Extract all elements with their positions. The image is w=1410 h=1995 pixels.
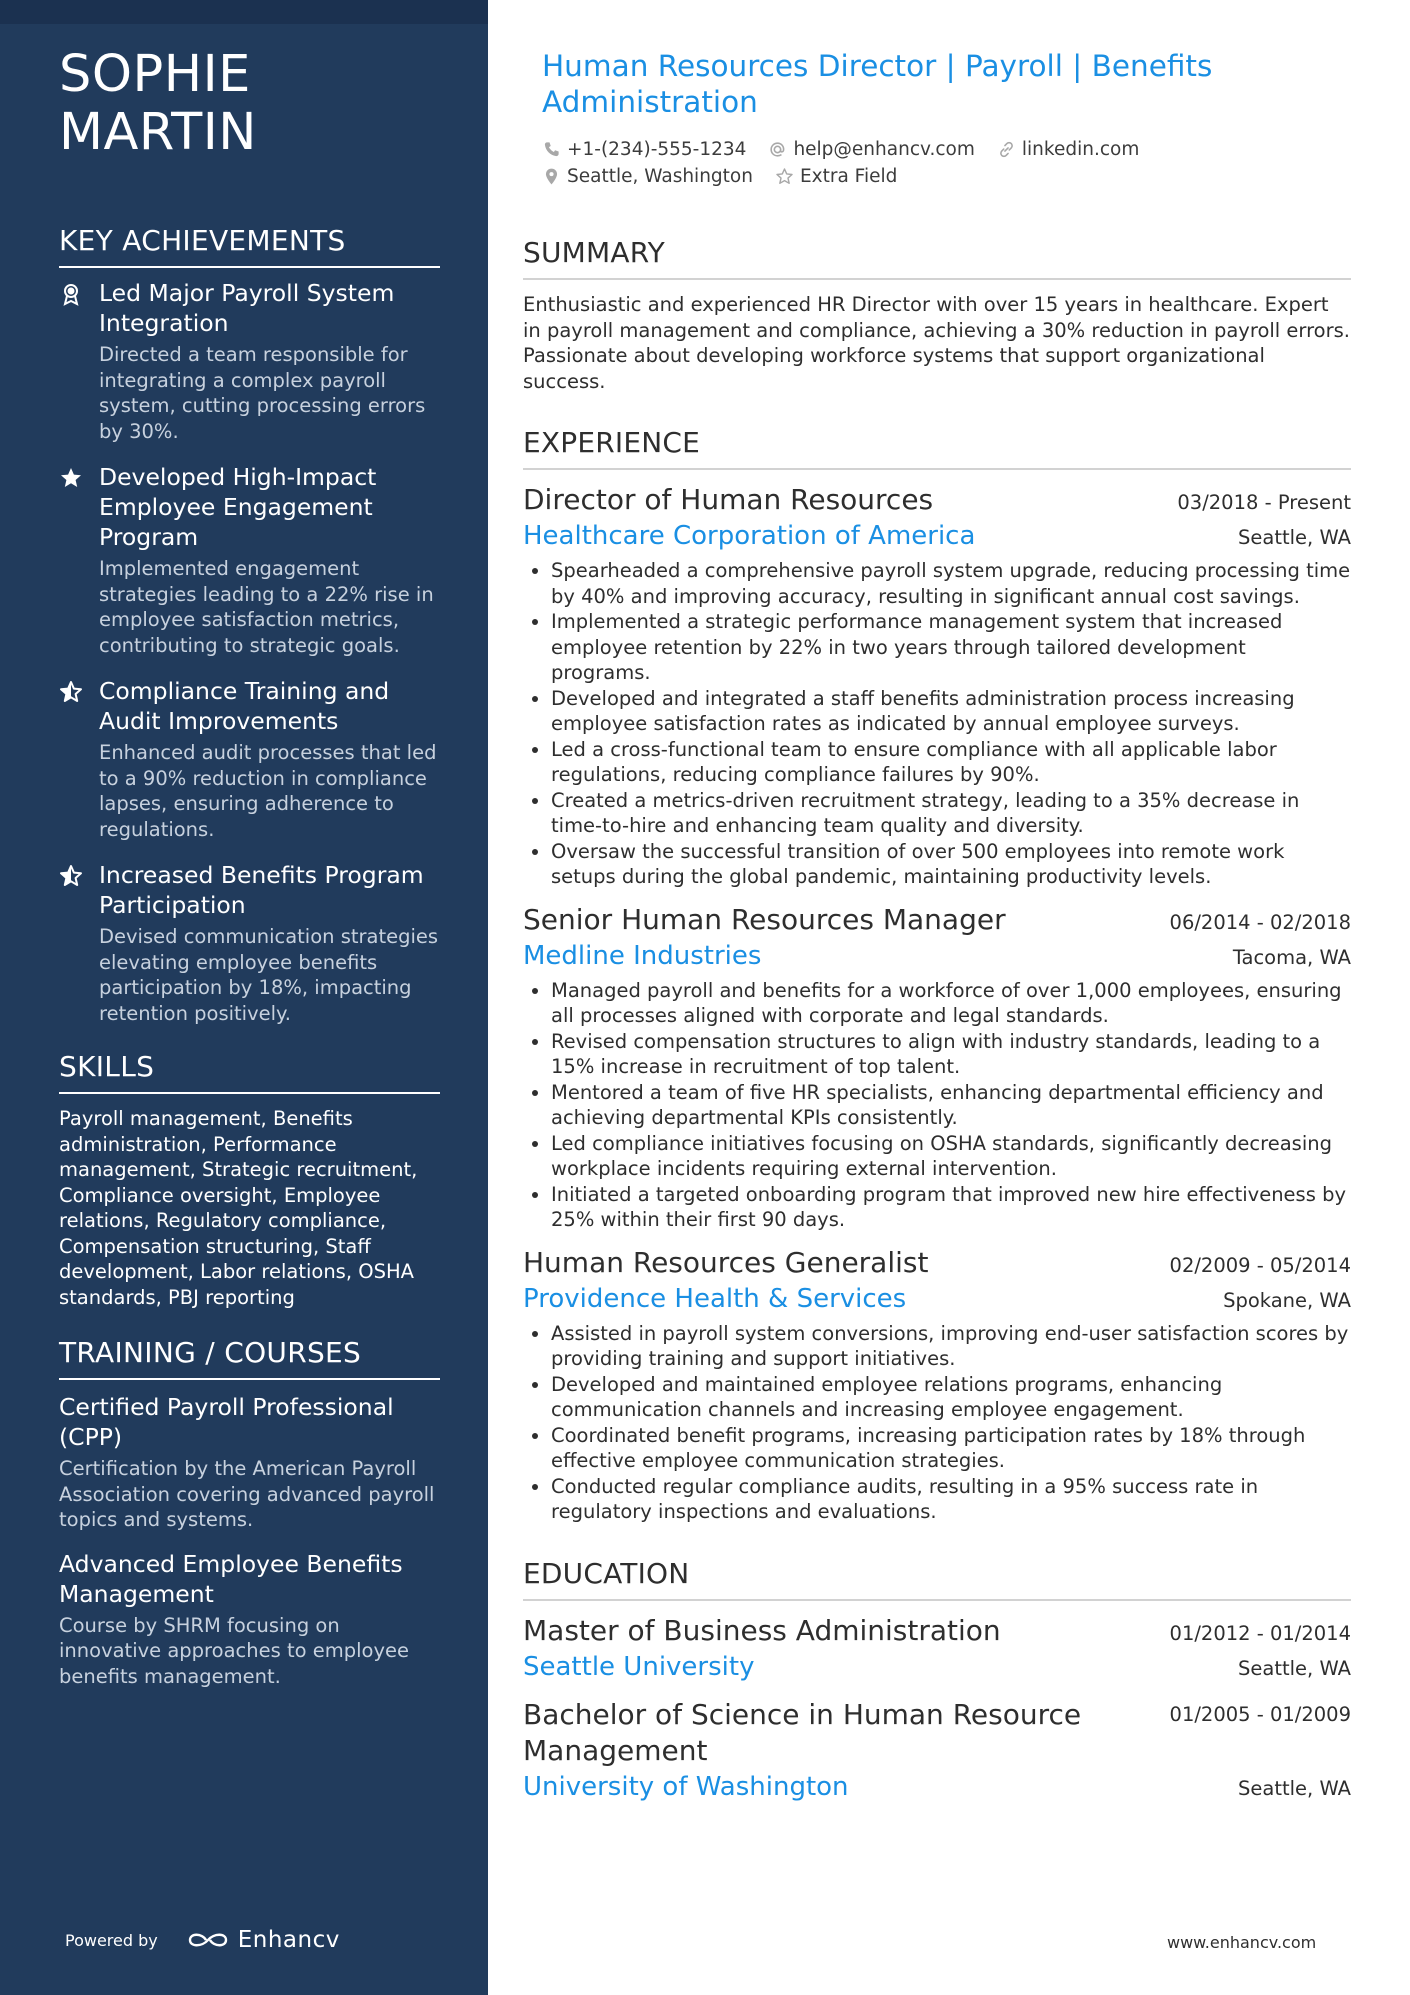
education-dates: 01/2012 - 01/2014 <box>1169 1621 1351 1645</box>
achievement-item <box>59 860 440 1026</box>
job-bullets <box>523 558 1351 890</box>
achievements-section <box>59 224 440 1026</box>
course-desc: Course by SHRM focusing on innovative approaches to employee benefits management. <box>59 1613 409 1688</box>
education-section <box>523 1557 1351 1805</box>
experience-entry <box>523 1245 1351 1525</box>
achievements-heading: KEY ACHIEVEMENTS <box>59 224 440 268</box>
job-location: Spokane, WA <box>1223 1288 1351 1312</box>
experience-section <box>523 426 1351 1525</box>
contact-row <box>542 136 1302 163</box>
sidebar <box>0 0 488 1995</box>
school-location: Seattle, WA <box>1238 1656 1351 1680</box>
job-title: Senior Human Resources Manager <box>523 902 1006 936</box>
skills-text: Payroll management, Benefits administration, Performance management, Strategic recruitment, Compliance oversight, Employee relations, Regulatory compliance, Compensation structuring, Staff development, Labor relations, OSHA standards, PBJ reporting <box>59 1107 418 1309</box>
experience-entry <box>523 902 1351 1233</box>
job-bullet: • Developed and integrated a staff benefits administration process increasing employee satisfaction rates as indicated by annual employee surveys. <box>551 686 1351 737</box>
star-filled-icon <box>59 466 83 490</box>
course-item <box>59 1549 440 1690</box>
achievements-list <box>59 278 440 1026</box>
training-heading: TRAINING / COURSES <box>59 1336 440 1380</box>
job-dates: 02/2009 - 05/2014 <box>1169 1253 1351 1277</box>
job-dates: 06/2014 - 02/2018 <box>1169 910 1351 934</box>
summary-heading: SUMMARY <box>523 236 1351 280</box>
candidate-name <box>59 46 440 162</box>
achievement-desc: Directed a team responsible for integrating a complex payroll system, cutting processing errors by 30%. <box>99 343 426 443</box>
job-bullets <box>523 1321 1351 1525</box>
job-bullet: • Coordinated benefit programs, increasing participation rates by 18% through effective employee communication strategies. <box>551 1423 1351 1474</box>
job-bullet: • Spearheaded a comprehensive payroll system upgrade, reducing processing time by 40% and improving accuracy, resulting in significant annual cost savings. <box>551 558 1351 609</box>
achievement-item <box>59 676 440 842</box>
achievement-desc: Implemented engagement strategies leading to a 22% rise in employee satisfaction metrics, contributing to strategic goals. <box>99 557 434 657</box>
location-text: Seattle, Washington <box>567 166 753 187</box>
education-heading: EDUCATION <box>523 1557 1351 1601</box>
extra-text: Extra Field <box>799 166 898 187</box>
job-bullet: • Led compliance initiatives focusing on OSHA standards, significantly decreasing workplace incidents requiring external intervention. <box>551 1131 1351 1182</box>
job-bullets <box>523 978 1351 1233</box>
degree-title: Master of Business Administration <box>523 1613 1001 1647</box>
course-title: Advanced Employee Benefits Management <box>59 1549 403 1608</box>
education-entry <box>523 1697 1351 1805</box>
summary-section <box>523 236 1351 394</box>
last-name: MARTIN <box>59 103 257 162</box>
job-bullet: • Assisted in payroll system conversions, improving end-user satisfaction scores by providing training and support initiatives. <box>551 1321 1351 1372</box>
achievement-title: Developed High-Impact Employee Engagement Program <box>99 463 377 551</box>
experience-entry <box>523 482 1351 890</box>
job-location: Seattle, WA <box>1238 526 1351 549</box>
education-entry <box>523 1613 1351 1685</box>
phone-text: +1-(234)-555-1234 <box>567 139 747 160</box>
job-title: Human Resources Generalist <box>523 1245 929 1279</box>
job-dates: 03/2018 - Present <box>1177 491 1351 514</box>
contact-location <box>542 163 753 190</box>
job-bullet: • Implemented a strategic performance management system that increased employee retention by 22% in two years through tailored development programs. <box>551 609 1351 686</box>
company-name: Providence Health & Services <box>523 1283 907 1314</box>
contact-row <box>542 163 1302 190</box>
job-bullet: • Revised compensation structures to align with industry standards, leading to a 15% increase in recruitment of top talent. <box>551 1029 1351 1080</box>
course-desc: Certification by the American Payroll Association covering advanced payroll topics and systems. <box>59 1457 435 1531</box>
course-item <box>59 1392 440 1533</box>
achievement-title: Led Major Payroll System Integration <box>99 279 395 337</box>
degree-title: Bachelor of Science in Human Resource Management <box>523 1697 1082 1767</box>
job-bullet: • Initiated a targeted onboarding program that improved new hire effectiveness by 25% within their first 90 days. <box>551 1182 1351 1233</box>
enhancv-logo[interactable] <box>186 1927 340 1953</box>
job-bullet: • Led a cross-functional team to ensure compliance with all applicable labor regulations, reducing compliance failures by 90%. <box>551 737 1351 788</box>
company-name: Medline Industries <box>523 940 762 971</box>
sidebar-content <box>59 46 440 1689</box>
school-location: Seattle, WA <box>1238 1776 1351 1800</box>
achievement-desc: Devised communication strategies elevating employee benefits participation by 18%, impacting retention positively. <box>99 925 439 1025</box>
job-bullet: • Managed payroll and benefits for a workforce of over 1,000 employees, ensuring all processes aligned with corporate and legal standards. <box>551 978 1351 1029</box>
job-title: Director of Human Resources <box>523 483 934 516</box>
star-half-icon <box>59 680 83 704</box>
training-section <box>59 1336 440 1689</box>
contact-email[interactable] <box>768 136 974 163</box>
skills-heading: SKILLS <box>59 1050 440 1094</box>
course-title: Certified Payroll Professional (CPP) <box>59 1393 394 1451</box>
summary-text: Enthusiastic and experienced HR Director with over 15 years in healthcare. Expert in payroll management and compliance, achieving a 30% reduction in payroll errors. Passionate about developing workforce systems that support organizational success. <box>523 293 1350 393</box>
at-icon <box>768 140 787 159</box>
first-name: SOPHIE <box>59 45 251 104</box>
powered-by-label: Powered by <box>65 1930 158 1950</box>
enhancv-logo-icon <box>186 1929 230 1951</box>
contact-linkedin[interactable] <box>997 136 1139 163</box>
achievement-title: Compliance Training and Audit Improvements <box>99 677 390 735</box>
job-bullet: • Conducted regular compliance audits, resulting in a 95% success rate in regulatory inspections and evaluations. <box>551 1474 1351 1525</box>
school-name: Seattle University <box>523 1651 755 1682</box>
enhancv-brand-name: Enhancv <box>237 1927 340 1953</box>
job-bullet: • Mentored a team of five HR specialists, enhancing departmental efficiency and achieving departmental KPIs consistently. <box>551 1080 1351 1131</box>
skills-section <box>59 1050 440 1310</box>
powered-by <box>65 1927 340 1953</box>
achievement-item <box>59 278 440 444</box>
headline: Human Resources Director | Payroll | Benefits Administration <box>542 49 1213 119</box>
main-content <box>523 236 1351 1805</box>
ribbon-icon <box>59 282 83 306</box>
link-icon <box>997 140 1016 159</box>
linkedin-text: linkedin.com <box>1021 139 1140 160</box>
email-text: help@enhancv.com <box>793 139 975 160</box>
contact-extra <box>775 163 897 190</box>
location-pin-icon <box>542 167 561 186</box>
sidebar-top-bar <box>0 0 488 24</box>
achievement-title: Increased Benefits Program Participation <box>99 861 424 919</box>
star-outline-icon <box>775 167 794 186</box>
company-name: Healthcare Corporation of America <box>523 521 976 551</box>
job-bullet: • Developed and maintained employee relations programs, enhancing communication channels and increasing employee engagement. <box>551 1372 1351 1423</box>
school-name: University of Washington <box>523 1771 849 1802</box>
contact-phone[interactable] <box>542 136 746 163</box>
job-location: Tacoma, WA <box>1232 945 1351 969</box>
achievement-item <box>59 462 440 658</box>
experience-heading: EXPERIENCE <box>523 426 1351 470</box>
education-dates: 01/2005 - 01/2009 <box>1169 1702 1351 1726</box>
achievement-desc: Enhanced audit processes that led to a 90% reduction in compliance lapses, ensuring adherence to regulations. <box>99 741 437 841</box>
star-half-icon <box>59 864 83 888</box>
job-bullet: • Created a metrics-driven recruitment strategy, leading to a 35% decrease in time-to-hire and enhancing team quality and diversity. <box>551 788 1351 839</box>
job-bullet: • Oversaw the successful transition of over 500 employees into remote work setups during the global pandemic, maintaining productivity levels. <box>551 839 1351 890</box>
phone-icon <box>542 140 561 159</box>
contact-info <box>542 136 1302 190</box>
footer-url[interactable]: www.enhancv.com <box>1167 1933 1317 1952</box>
